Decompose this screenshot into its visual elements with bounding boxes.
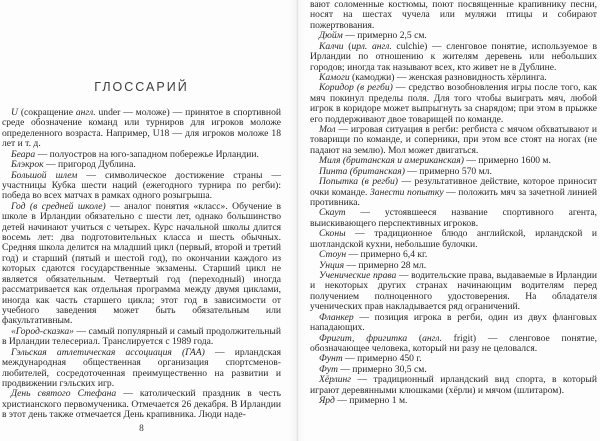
glossary-entry (310, 396, 597, 406)
glossary-definition-text: ( (343, 40, 352, 52)
glossary-entry (310, 271, 597, 313)
glossary-definition-text: — примерно 30,5 см. (337, 363, 427, 375)
glossary-definition-text: — примерно 1 м. (334, 395, 408, 407)
glossary-term: День святого Стефана (11, 388, 117, 400)
glossary-term: Мол (319, 124, 336, 136)
glossary-definition-text: — позиция игрока в регби, один из двух фланговых нападающих. (310, 311, 597, 334)
glossary-entry (310, 229, 597, 250)
glossary-definition-text: — примерно 1600 м. (463, 155, 551, 167)
glossary-term: «Город-сказка» (11, 325, 74, 337)
glossary-term: англ. (75, 107, 96, 118)
glossary-definition-text: — примерно 28 мл. (344, 259, 427, 271)
glossary-term: Коридор (в регби) (319, 82, 393, 94)
glossary-definition-text: — самый популярный и самый продолжительный в Ирландии телесериал. Транслируется с 1989 года. (2, 325, 281, 348)
glossary-term: Беара (11, 148, 36, 160)
glossary-term: Миля (британская и американская) (319, 155, 464, 167)
right-page-text-column (310, 0, 597, 406)
glossary-entry (310, 375, 597, 396)
glossary-term: Камоги (319, 71, 350, 83)
glossary-term: Сконы (319, 228, 346, 240)
glossary-definition-text: — католический праздник в честь христианского первомученика. Отмечается 26 декабря. В Ирландии в этот день также отмечается День крапивника. Люди наде- (2, 388, 281, 421)
glossary-definition-text: — средство возобновления игры после того, как мяч покинул пределы поля. Для того чтобы выиграть мяч, любой игрок в коридоре может выпрыгнуть за снарядом; при этом в прыжке его поддерживают двое товарищей по команде. (310, 82, 597, 125)
glossary-entry (310, 177, 597, 208)
glossary-term: Калчи (319, 40, 344, 52)
glossary-definition-text: — примерно 570 мл. (404, 165, 492, 177)
glossary-term: Стоун (319, 249, 347, 261)
glossary-definition-text: under — моложе) — принятое в спортивной среде обозначение команд или турниров для игроков моложе определенного возраста. Например, U18 — для игроков моложе 18 лет и т. д. (2, 107, 281, 150)
glossary-definition-text: — полуостров на юго-западном побережье Ирландии. (35, 148, 259, 160)
glossary-entry (2, 389, 281, 420)
glossary-definition-text: — символическое достижение страны — участницы Кубка шести наций (ежегодного турнира по регби): победа во всех матчах в рамках одного розыгрыша. (2, 169, 281, 202)
glossary-entry (310, 208, 597, 229)
glossary-entry (2, 108, 281, 150)
glossary-term: Большой шлем (11, 169, 78, 181)
glossary-term: Год (в средней школе) (11, 200, 106, 212)
glossary-definition-text: — традиционный ирландский вид спорта, в который играют деревянными клюшками (хёрли) и мячом (шлитаром). (310, 374, 597, 396)
glossary-entry (310, 125, 597, 156)
glossary-definition-text: вают соломенные костюмы, поют посвященные крапивнику песни, носят на шестах чучела или муляжи птицы и собирают пожертвования. (310, 0, 597, 31)
page-title: ГЛОССАРИЙ (94, 80, 189, 94)
glossary-definition-text: — ирландская международная общественная организация спортсменов-любителей, сосредоточенная преимущественно на развитии и продвижении гэльских игр. (2, 346, 282, 389)
glossary-entry (310, 313, 597, 334)
glossary-term: Пинта (британская) (319, 165, 405, 177)
right-page (298, 0, 600, 441)
glossary-definition-text: — примерно 2,5 см. (342, 30, 427, 42)
glossary-definition-text: — аналог понятия «класс». Обучение в школе в Ирландии обязательно с шести лет, однако большинство детей начинают учиться с четырех. Курс начальной школы длится восемь лет: два подготовительных класса и шесть обычных. Средняя школа делится на младший цикл (первый, второй и третий год) и старший (пятый и шестой год), по окончании каждого из которых сдаются государственные экзамены. Старший цикл не является обязательным. Четвертый год (переходный) иногда рассматривается как отдельная программа между двумя циклами, иногда как часть старшего цикла; этот год в зависимости от учебного заведения может быть обязательным или факультативным. (2, 200, 281, 327)
glossary-term: ирл. англ. (351, 40, 392, 52)
glossary-definition-text: — традиционное блюдо английской, ирландской и шотландской кухни, небольшие булочки. (310, 228, 597, 250)
glossary-definition-text: culchie) — сленговое понятие, используемое в Ирландии по отношению к жителям деревень или небольших городов; иногда так называют всех, кто живет не в Дублине. (310, 40, 598, 73)
glossary-definition-text: — примерно 450 г. (342, 353, 422, 365)
glossary-definition-text: frigit) — сленговое понятие, обозначающее человека, который ни разу не целовался. (310, 332, 598, 354)
glossary-definition-text: — положить мяч за зачетной линией противника. (310, 186, 597, 209)
glossary-definition-text: — устоявшееся название спортивного агента, выискивающего перспективных игроков. (310, 207, 597, 229)
page-number: 8 (139, 424, 144, 434)
glossary-term: Попытка (в регби) (319, 176, 398, 188)
glossary-entry (2, 171, 281, 202)
glossary-term: Блэкрок (11, 159, 44, 171)
glossary-definition-text: — игровая ситуация в регби: регбиста с мячом обхватывают и товарищи по команде, и соперники, при этом все стоят на ногах (не падают на землю). Мол может двигаться. (310, 124, 597, 156)
glossary-term: Хёрлинг (319, 374, 352, 386)
left-page (0, 0, 297, 441)
glossary-definition-text: (сокращение (17, 107, 76, 118)
glossary-definition-text: (камоджи) — женская разновидность хёрлинга. (349, 71, 547, 83)
glossary-term: Унция (319, 259, 345, 271)
glossary-term: U (11, 107, 18, 118)
glossary-entry (310, 83, 597, 125)
glossary-definition-text: — пригород Дублина. (43, 159, 136, 171)
glossary-term: Занести попытку (370, 186, 444, 198)
glossary-definition-text: — результативное действие, которое приносит очки команде. (310, 176, 598, 198)
glossary-definition-text: ( (407, 332, 423, 344)
glossary-term: Фланкер (319, 311, 354, 323)
glossary-term: Ярд (319, 395, 335, 407)
glossary-term: Фригит, фригитка (319, 332, 408, 344)
left-page-text-column (2, 108, 281, 421)
glossary-entry (310, 42, 597, 73)
glossary-term: Гэльская атлетическая ассоциация (ГАА) (11, 346, 205, 358)
glossary-term: Фунт (319, 353, 343, 365)
glossary-entry (2, 327, 281, 348)
glossary-entry (310, 334, 597, 355)
glossary-term: Фут (319, 363, 338, 375)
glossary-term: Ученические права (319, 269, 397, 281)
glossary-definition-text: — водительские права, выдаваемые в Ирландии и некоторых других странах начинающим водителям перед получением полноценного удостоверения. На обладателя ученических прав накладывается ряд ограничений. (310, 269, 597, 313)
glossary-entry (310, 0, 597, 31)
glossary-term: Дюйм (319, 30, 343, 42)
glossary-term: Скаут (319, 207, 346, 219)
glossary-definition-text: — примерно 6,4 кг. (346, 249, 428, 261)
glossary-term: англ. (422, 332, 442, 344)
glossary-entry (2, 202, 281, 327)
glossary-entry (2, 348, 281, 390)
